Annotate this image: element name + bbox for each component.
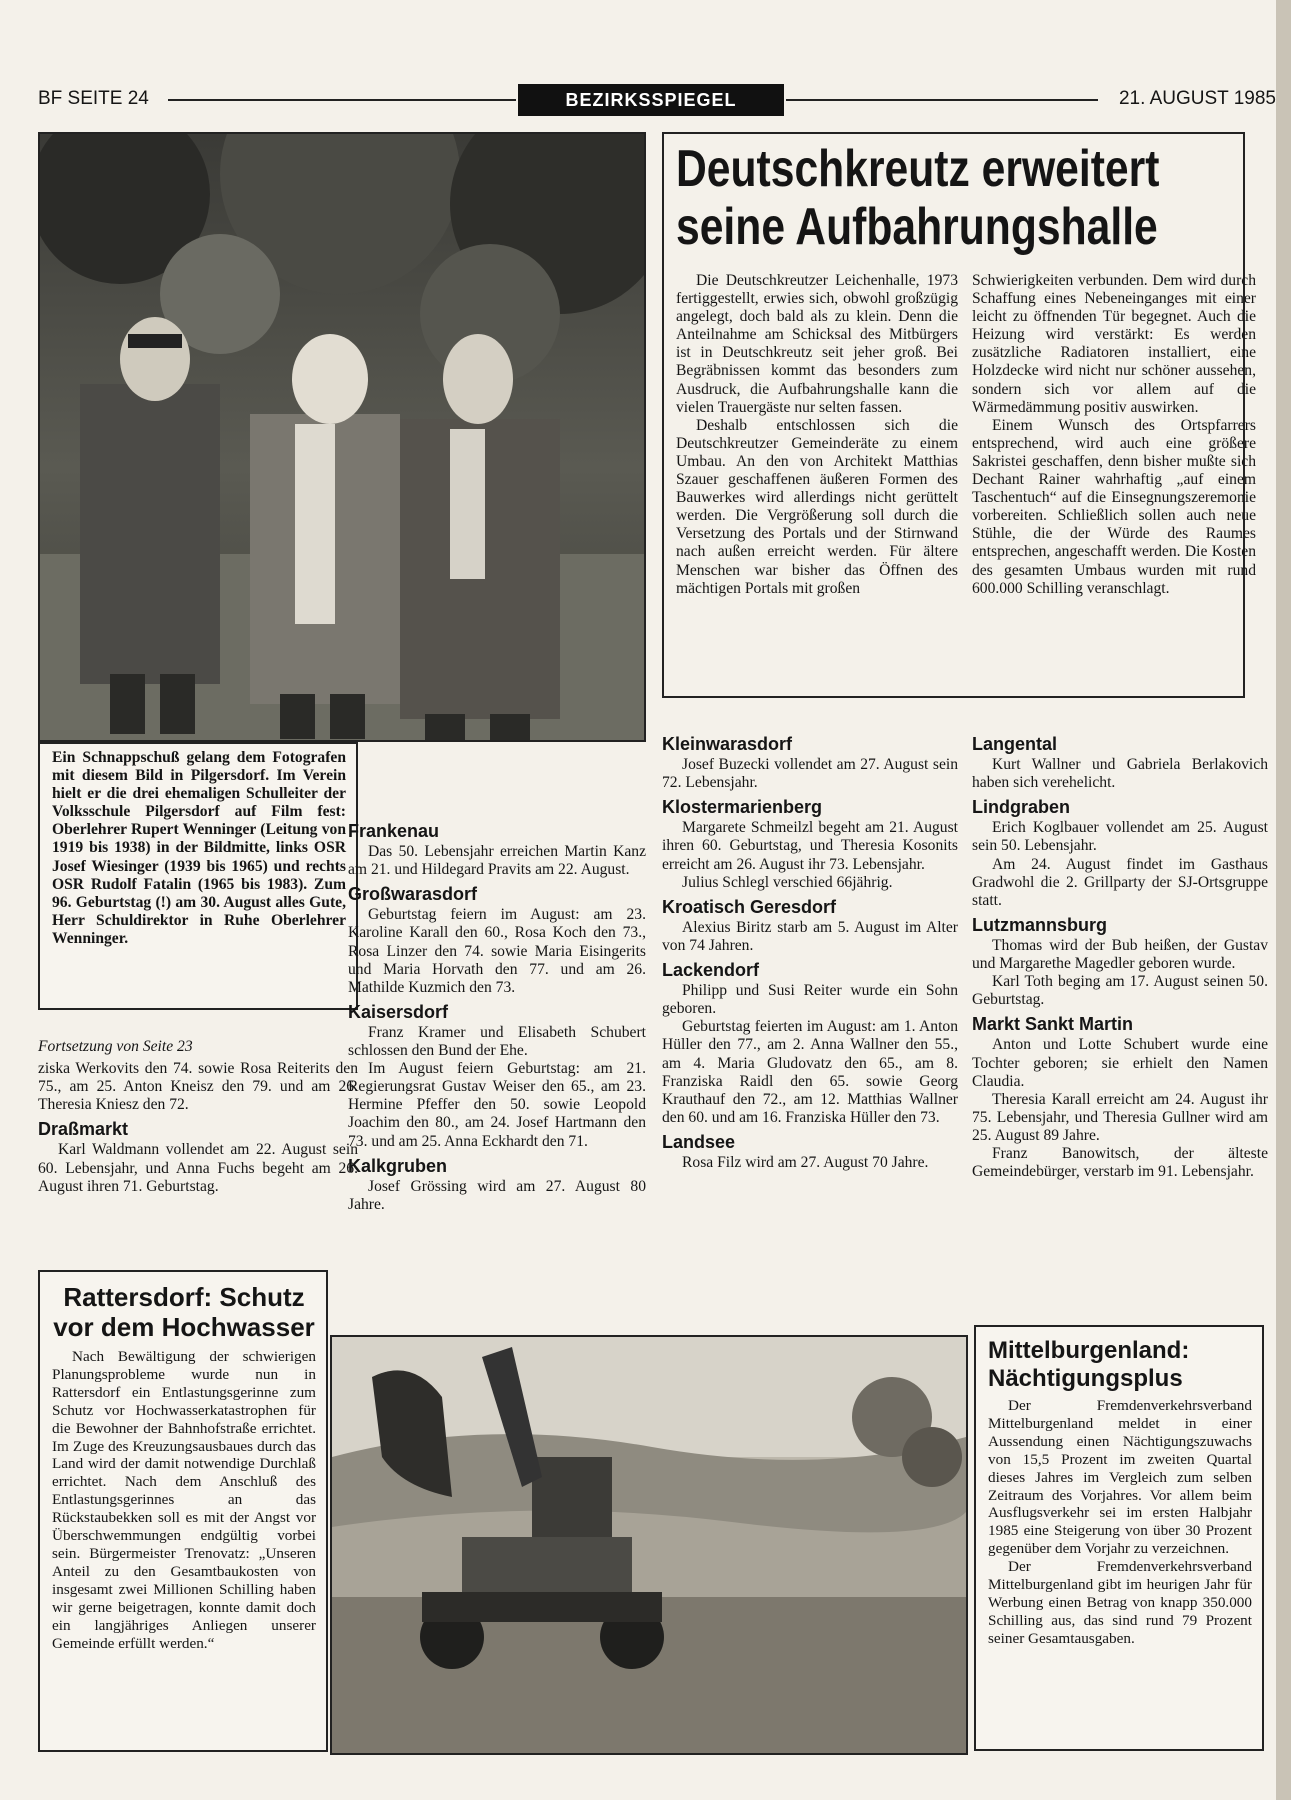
section-title: Kroatisch Geresdorf bbox=[662, 896, 837, 917]
section-tag: BEZIRKSSPIEGEL bbox=[518, 84, 784, 116]
main-headline-line-2: seine Aufbahrungshalle bbox=[676, 198, 1158, 256]
section-title: Lackendorf bbox=[662, 960, 760, 981]
section-paragraph: Franz Kramer und Elisabeth Schubert schlossen den Bund der Ehe. bbox=[348, 1023, 646, 1060]
section-paragraph: Theresia Karall erreicht am 24. August ihr 75. Lebensjahr, und Theresia Gullner wird am 25. August 89 Jahre. bbox=[972, 1090, 1268, 1144]
tourism-paragraph: Der Fremdenverkehrsverband Mittelburgenland meldet in einer Aussendung einen Nächtigungszuwachs von 15,5 Prozent im zweiten Quartal dieses Jahres im Vergleich zum selben Zeitraum des Vorjahres. Vor allem beim Ausflugsverkehr sei im ersten Halbjahr 1985 eine Steigerung von über 30 Prozent gegenüber dem Vorjahr zu verzeichnen. bbox=[988, 1397, 1252, 1558]
column-fourth bbox=[972, 735, 1268, 1181]
section-title: Frankenau bbox=[348, 821, 440, 841]
main-article-col-2 bbox=[972, 272, 1256, 598]
section-title: Markt Sankt Martin bbox=[972, 1014, 1134, 1035]
flood-text bbox=[52, 1348, 316, 1652]
photo-image bbox=[332, 1337, 966, 1753]
tourism-headline-line-1: Mittelburgenland: bbox=[988, 1337, 1190, 1364]
section-paragraph: Rosa Filz wird am 27. August 70 Jahre. bbox=[682, 1153, 929, 1171]
page-edge bbox=[1276, 0, 1291, 1800]
section-title: Großwarasdorf bbox=[348, 884, 478, 905]
section-title: Lindgraben bbox=[972, 797, 1070, 818]
tourism-text bbox=[988, 1397, 1252, 1648]
flood-headline bbox=[52, 1282, 316, 1342]
main-headline-line-1: Deutschkreutz erweitert bbox=[676, 140, 1160, 198]
section-paragraph: Am 24. August findet im Gasthaus Gradwohl die 2. Grillparty der SJ-Ortsgruppe statt. bbox=[972, 855, 1268, 909]
issue-date: 21. AUGUST 1985 bbox=[1118, 88, 1276, 109]
section-paragraph: Alexius Biritz starb am 5. August im Alter von 74 Jahren. bbox=[662, 918, 958, 954]
column-middle bbox=[348, 822, 646, 1214]
section-paragraph: Julius Schlegl verschied 66jährig. bbox=[682, 873, 893, 891]
section-title: Landsee bbox=[662, 1131, 736, 1152]
section-paragraph: Karl Toth beging am 17. August seinen 50. Geburtstag. bbox=[972, 973, 1268, 1009]
continuation-text: ziska Werkovits den 74. sowie Rosa Reiterits den 75., am 25. Anton Kneisz den 79. und am 26. Theresia Kniesz den 72. bbox=[38, 1060, 358, 1114]
section-title: Lutzmannsburg bbox=[972, 914, 1107, 935]
section-title: Kleinwarasdorf bbox=[662, 734, 793, 754]
tourism-paragraph: Der Fremdenverkehrsverband Mittelburgenland gibt im heurigen Jahr für Werbung einen Betrag von knapp 350.000 Schilling aus, das sind rund 79 Prozent seiner Gesamtausgaben. bbox=[988, 1558, 1252, 1647]
section-paragraph: Margarete Schmeilzl begeht am 21. August ihren 60. Geburtstag, und Theresia Kosonits erreicht am 26. August ihr 73. Lebensjahr. bbox=[662, 819, 958, 873]
flood-headline-line-1: Rattersdorf: Schutz bbox=[63, 1282, 305, 1312]
header-rule-left bbox=[168, 99, 516, 101]
main-article-paragraph: Die Deutschkreutzer Leichenhalle, 1973 fertiggestellt, erwies sich, obwohl großzügig angelegt, doch bald als zu klein. Denn die Anteilnahme am Schicksal des Mitbürgers ist in Deutschkreutz seit jeher groß. Bei Begräbnissen kommt das besonders zum Ausdruck, die Aufbahrungshalle kann die vielen Trauergäste nur selten fassen. bbox=[676, 272, 958, 416]
main-headline bbox=[676, 140, 1242, 256]
tourism-article bbox=[974, 1325, 1264, 1751]
main-article-paragraph: Einem Wunsch des Ortspfarrers entsprechend, wird auch eine größere Sakristei geschaffen, denn bisher mußte sich Dechant Rainer wahrhaftig „auf einem Taschentuch“ auf die Einsegnungszeremonie vorbereiten. Schließlich sollen auch neue Stühle, die der Würde des Raumes entsprechen, angeschafft werden. Die Kosten des gesamten Umbaus wurden mit rund 600.000 Schilling veranschlagt. bbox=[972, 416, 1256, 597]
tourism-headline bbox=[988, 1337, 1252, 1393]
section-paragraph: Im August feiern Geburtstag: am 21. Regierungsrat Gustav Weiser den 65., am 23. Hermine Pfeffer den 50. sowie Leopold Joachim den 80., am 24. Josef Hartmann den 73. und am 25. Anna Eckhardt den 71. bbox=[348, 1060, 646, 1150]
flood-headline-line-2: vor dem Hochwasser bbox=[53, 1312, 315, 1342]
section-paragraph: Josef Grössing wird am 27. August 80 Jahre. bbox=[348, 1177, 646, 1213]
section-title: Klostermarienberg bbox=[662, 797, 823, 818]
section-paragraph: Das 50. Lebensjahr erreichen Martin Kanz am 21. und Hildegard Pravits am 22. August. bbox=[348, 843, 646, 879]
section-paragraph: Karl Waldmann vollendet am 22. August sein 60. Lebensjahr, und Anna Fuchs begeht am 26. August ihren 71. Geburtstag. bbox=[38, 1141, 358, 1195]
column-left bbox=[38, 1038, 358, 1196]
section-paragraph: Josef Buzecki vollendet am 27. August sein 72. Lebensjahr. bbox=[662, 756, 958, 792]
photo-caption: Ein Schnappschuß gelang dem Fotografen mit diesem Bild in Pilgersdorf. Im Verein hielt er die drei ehemaligen Schulleiter der Volksschule Pilgersdorf auf Film fest: Oberlehrer Rupert Wenninger (Leitung von 1919 bis 1938) in der Bildmitte, links OSR Josef Wiesinger (1939 bis 1965) und rechts OSR Rudolf Fatalin (1965 bis 1983). Zum 96. Geburtstag (!) am 30. August alles Gute, Herr Schuldirektor in Ruhe Oberlehrer Wenninger. bbox=[38, 742, 358, 1010]
header-rule-right bbox=[786, 99, 1098, 101]
section-paragraph: Philipp und Susi Reiter wurde ein Sohn geboren. bbox=[662, 982, 958, 1018]
section-paragraph: Kurt Wallner und Gabriela Berlakovich haben sich verehelicht. bbox=[972, 756, 1268, 792]
section-paragraph: Franz Banowitsch, der älteste Gemeindebürger, verstarb im 91. Lebensjahr. bbox=[972, 1144, 1268, 1181]
page-number: BF SEITE 24 bbox=[38, 88, 149, 109]
main-article-paragraph: Schwierigkeiten verbunden. Dem wird durch Schaffung eines Nebeneinganges mit einer leicht zu öffnenden Tür begegnet. Auch die Heizung wird verstärkt: Es werden zusätzliche Radiatoren installiert, eine Holzdecke wird nicht nur schöner aussehen, sondern sich vor allem auf die Wärmedämmung positiv auswirken. bbox=[972, 272, 1256, 416]
school-principals-photo bbox=[38, 132, 646, 742]
tourism-headline-line-2: Nächtigungsplus bbox=[988, 1365, 1183, 1392]
column-third bbox=[662, 735, 958, 1172]
section-paragraph: Erich Koglbauer vollendet am 25. August sein 50. Lebensjahr. bbox=[972, 819, 1268, 855]
section-title: Kalkgruben bbox=[348, 1155, 448, 1176]
main-article-paragraph: Deshalb entschlossen sich die Deutschkreutzer Gemeinderäte zu einem Umbau. An den von Architekt Matthias Szauer geschaffenen äußeren Formen des Bauwerkes wird allerdings nicht gerüttelt werden. Die Vergrößerung soll durch die Versetzung des Portals und der Stirnwand nach außen erreicht werden. Für ältere Menschen war bisher das Öffnen des mächtigen Portals mit großen bbox=[676, 416, 958, 597]
section-paragraph: Thomas wird der Bub heißen, der Gustav und Margarethe Magedler geboren wurde. bbox=[972, 936, 1268, 973]
continuation-note: Fortsetzung von Seite 23 bbox=[38, 1038, 193, 1055]
excavator-photo bbox=[330, 1335, 968, 1755]
section-title: Kaisersdorf bbox=[348, 1001, 449, 1022]
section-paragraph: Anton und Lotte Schubert wurde eine Tochter geboren; sie erhielt den Namen Claudia. bbox=[972, 1036, 1268, 1090]
photo-image bbox=[40, 134, 644, 740]
flood-paragraph: Nach Bewältigung der schwierigen Planungsprobleme wurde nun in Rattersdorf ein Entlastungsgerinne zum Schutz vor Hochwasserkatastrophen für die Bewohner der Bahnhofstraße errichtet. Im Zuge des Kreuzungsausbaues durch das Land wird der damit notwendige Durchlaß errichtet. Nach dem Anschluß des Entlastungsgerinnes an das Rückstaubekken soll es mit der Angst vor Überschwemmungen endgültig vorbei sein. Bürgermeister Trenovatz: „Unseren Anteil zu den Gesamtbaukosten von insgesamt zwei Millionen Schilling haben wir gerne beigetragen, konnte damit doch ein langjähriges Anliegen unserer Gemeinde erfüllt werden.“ bbox=[52, 1348, 316, 1652]
section-title: Draßmarkt bbox=[38, 1119, 129, 1140]
main-article-col-1 bbox=[676, 272, 958, 598]
section-title: Langental bbox=[972, 734, 1058, 754]
flood-article bbox=[38, 1270, 328, 1752]
section-paragraph: Geburtstag feierten im August: am 1. Anton Hüller den 77., am 2. Anna Wallner den 55., am 4. Maria Gludovatz den 65., am 8. Franziska Raidl den 65. sowie Georg Krauthauf den 72., am 12. Matthias Wallner den 60. und am 16. Franziska Hüller den 73. bbox=[662, 1018, 958, 1126]
section-paragraph: Geburtstag feiern im August: am 23. Karoline Karall den 60., Rosa Koch den 73., Rosa Linzer den 74. sowie Maria Eisingerits und Maria Horvath den 77. und am 26. Mathilde Kuzmich den 73. bbox=[348, 906, 646, 996]
